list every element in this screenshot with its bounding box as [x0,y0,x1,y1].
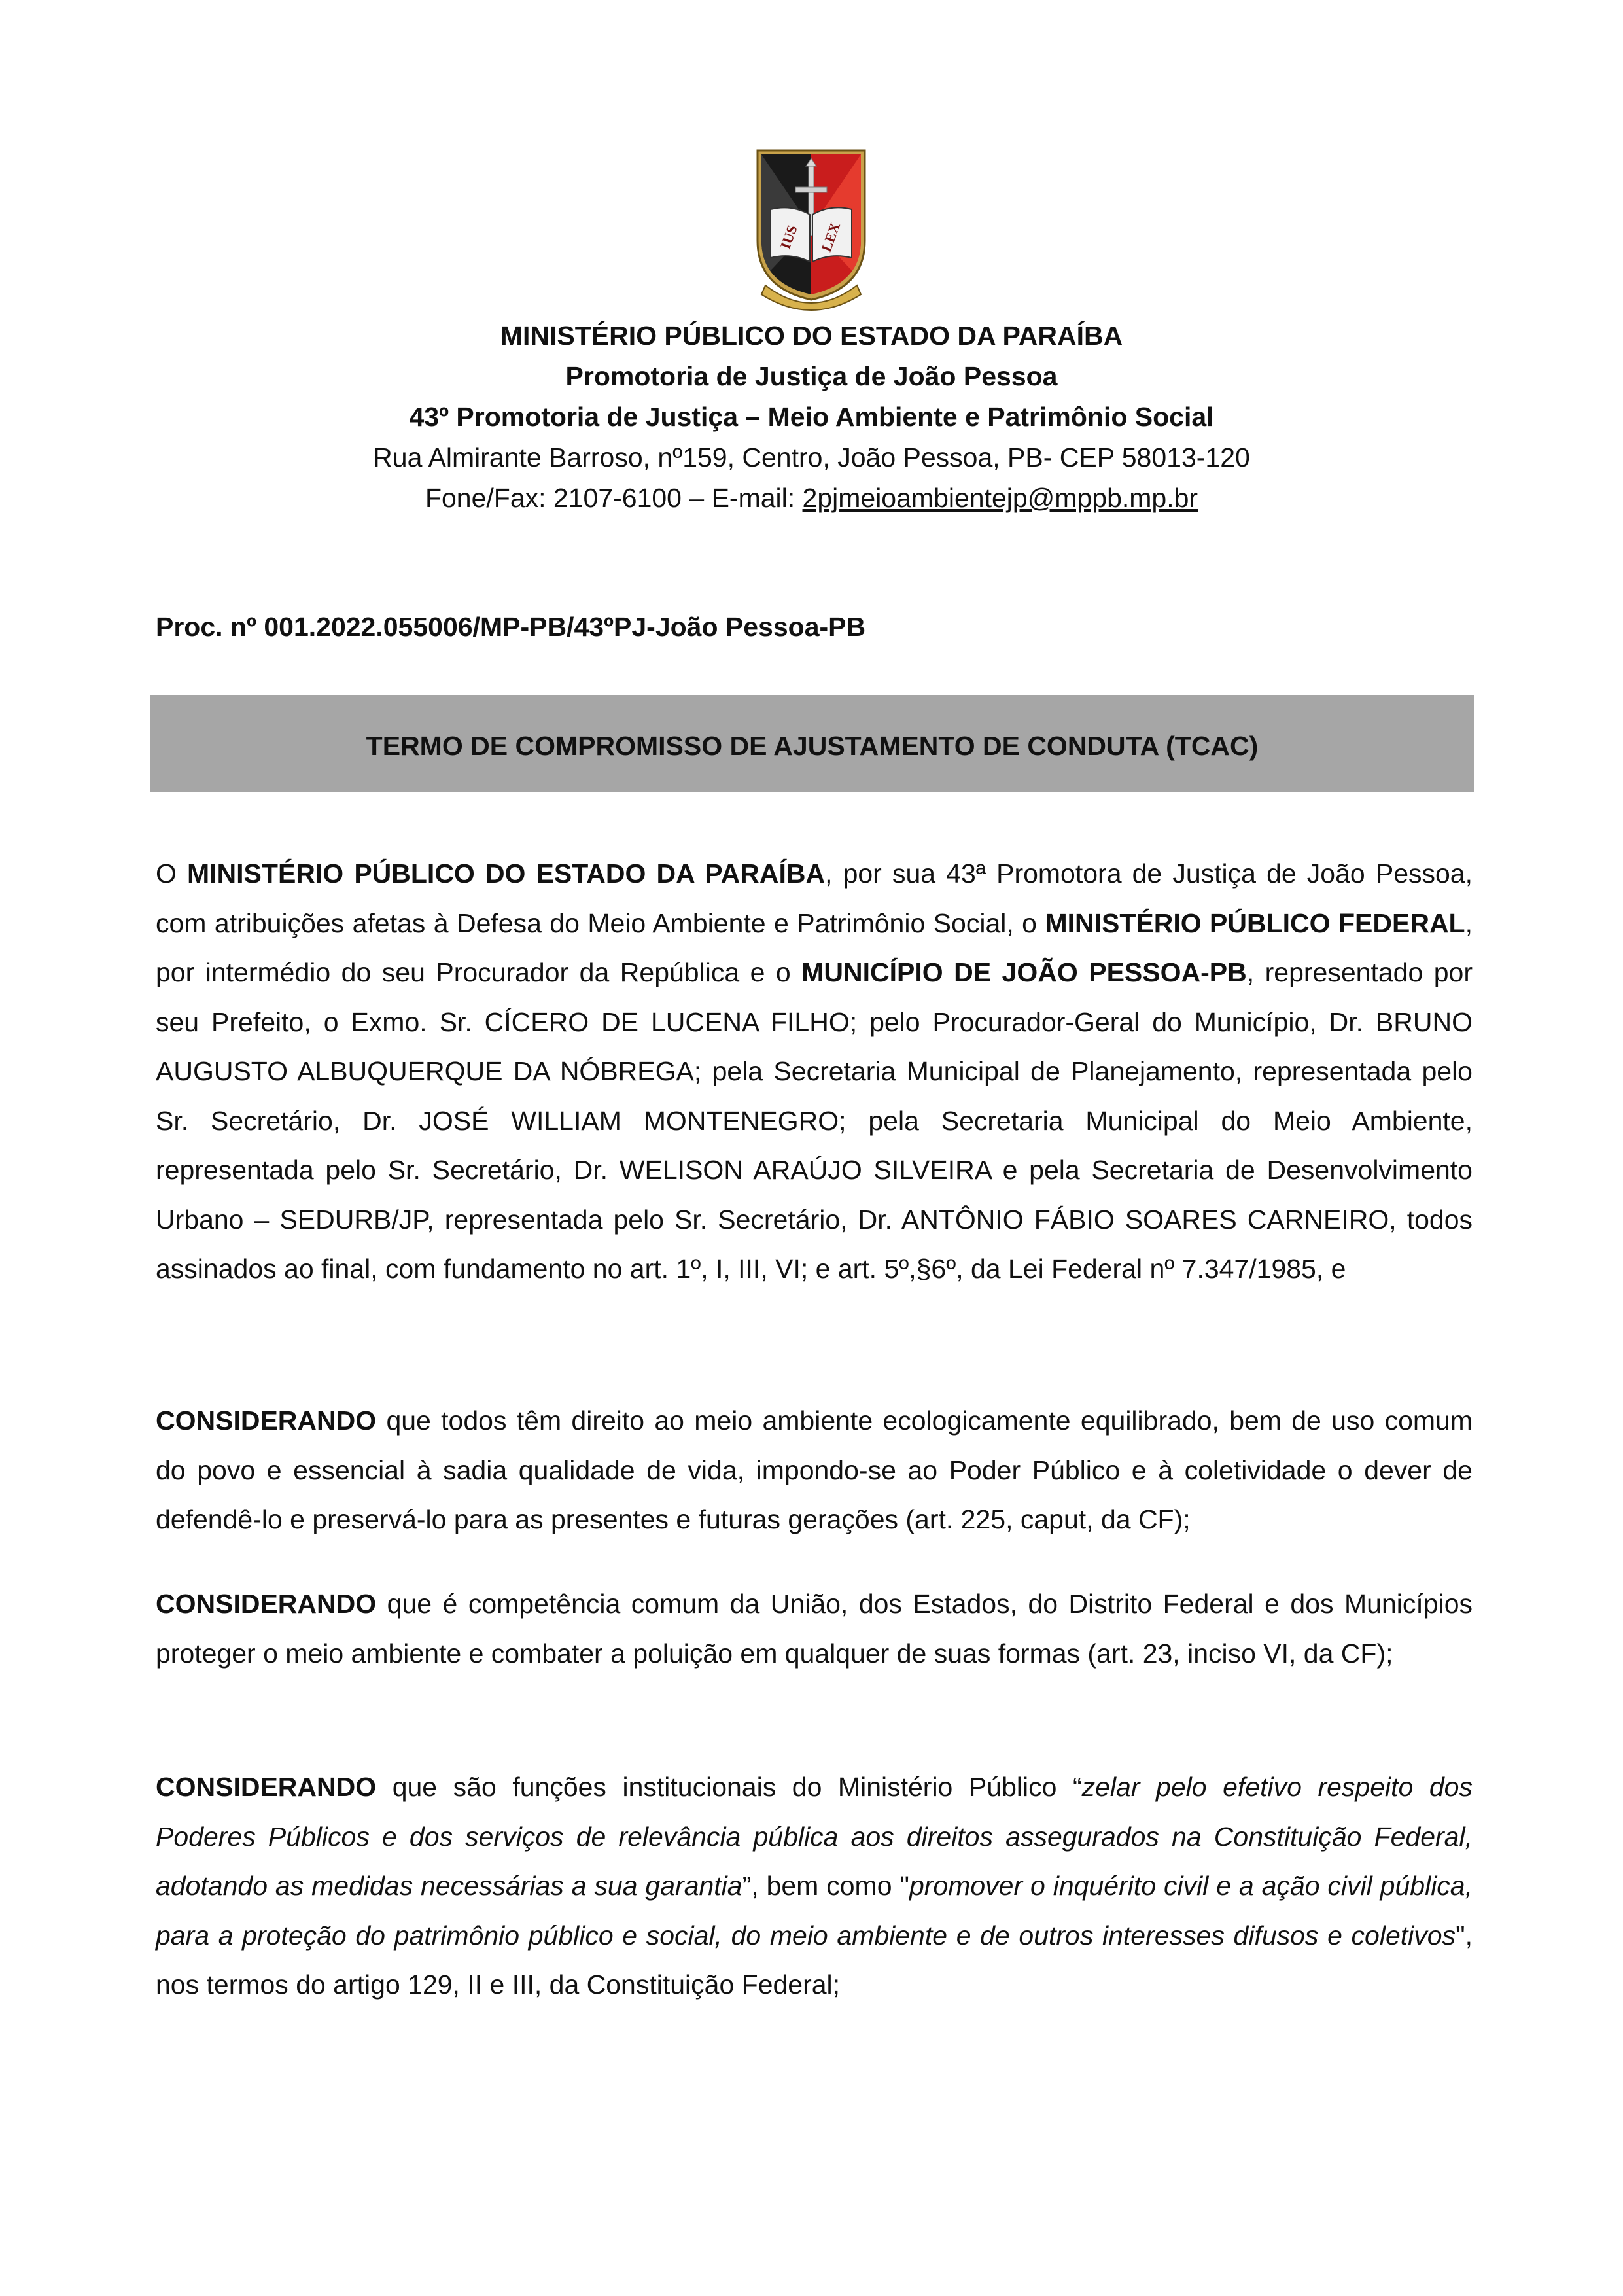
p4-quote-1: zelar pelo efetivo respeito dos Poderes Públicos e dos serviços de relevância pública aos direitos assegurados na Constituição Federal, adotando as medidas necessárias a sua garantia [156,1772,1473,1901]
intro-paragraph [156,849,1473,1294]
considerando-paragraph-2 [156,1580,1473,1678]
header-ministerio [0,315,1623,518]
document-title: TERMO DE COMPROMISSO DE AJUSTAMENTO DE CONDUTA (TCAC) [366,730,1259,761]
considerando-paragraph-1 [156,1396,1473,1545]
p1-party-mppb: MINISTÉRIO PÚBLICO DO ESTADO DA PARAÍBA [187,858,826,889]
address-line: Rua Almirante Barroso, nº159, Centro, João Pessoa, PB- CEP 58013-120 [373,442,1250,472]
p1-party-mpf: MINISTÉRIO PÚBLICO FEDERAL [1045,908,1465,938]
phone-text: Fone/Fax: 2107-6100 – E-mail: [425,483,803,513]
considerando-label: CONSIDERANDO [156,1589,377,1619]
p2-text: que todos têm direito ao meio ambiente ecologicamente equilibrado, bem de uso comum do povo e essencial à sadia qualidade de vida, impondo-se ao Poder Público e à coletividade o dever de defendê-lo e preservá-lo para as presentes e futuras gerações (art. 225, caput, da CF); [156,1405,1473,1534]
p1-party-municipio: MUNICÍPIO DE JOÃO PESSOA-PB [801,957,1247,987]
svg-text:LEX: LEX [818,220,844,254]
p4-quote-2: promover o inquérito civil e a ação civil pública, para a proteção do patrimônio público e social, do meio ambiente e de outros interesses difusos e coletivos [156,1871,1473,1951]
p4-text-c: ”, bem como " [742,1871,909,1901]
process-number: Proc. nº 001.2022.055006/MP-PB/43ºPJ-João Pessoa-PB [156,612,866,642]
p1-text-g: , representado por seu Prefeito, o Exmo. Sr. CÍCERO DE LUCENA FILHO; pelo Procurador-Geral do Município, Dr. BRUNO AUGUSTO ALBUQUERQUE DA NÓBREGA; pela Secretaria Municipal de Planejamento, representada pelo Sr. Secretário, Dr. JOSÉ WILLIAM MONTENEGRO; pela Secretaria Municipal do Meio Ambiente, representada pelo Sr. Secretário, Dr. WELISON ARAÚJO SILVEIRA e pela Secretaria de Desenvolvimento Urbano – SEDURB/JP, representada pelo Sr. Secretário, Dr. ANTÔNIO FÁBIO SOARES CARNEIRO, todos assinados ao final, com fundamento no art. 1º, I, III, VI; e art. 5º,§6º, da Lei Federal nº 7.347/1985, e [156,957,1473,1284]
promotoria-unit: 43º Promotoria de Justiça – Meio Ambiente e Patrimônio Social [409,402,1214,432]
p4-text-e: ", nos termos do artigo 129, II e III, da Constituição Federal; [156,1920,1473,2000]
p1-text-a: O [156,858,188,889]
considerando-paragraph-3 [156,1763,1473,2010]
p1-text-c: , por sua 43ª Promotora de Justiça de João Pessoa, com atribuições afetas à Defesa do Meio Ambiente e Patrimônio Social, o [156,858,1473,938]
institution-emblem [752,149,870,321]
considerando-label: CONSIDERANDO [156,1772,377,1802]
email-link[interactable]: 2pjmeioambientejp@mppb.mp.br [802,483,1198,513]
document-title-bar [150,695,1474,792]
p3-text: que é competência comum da União, dos Estados, do Distrito Federal e dos Municípios proteger o meio ambiente e combater a poluição em qualquer de suas formas (art. 23, inciso VI, da CF); [156,1589,1473,1669]
considerando-label: CONSIDERANDO [156,1405,377,1436]
org-name: MINISTÉRIO PÚBLICO DO ESTADO DA PARAÍBA [500,321,1123,351]
p4-text-a: que são funções institucionais do Ministério Público “ [376,1772,1082,1802]
contact-line [0,478,1623,518]
svg-text:IUS: IUS [777,222,801,251]
p1-text-e: , por intermédio do seu Procurador da República e o [156,908,1473,987]
promotoria-name: Promotoria de Justiça de João Pessoa [565,361,1058,391]
